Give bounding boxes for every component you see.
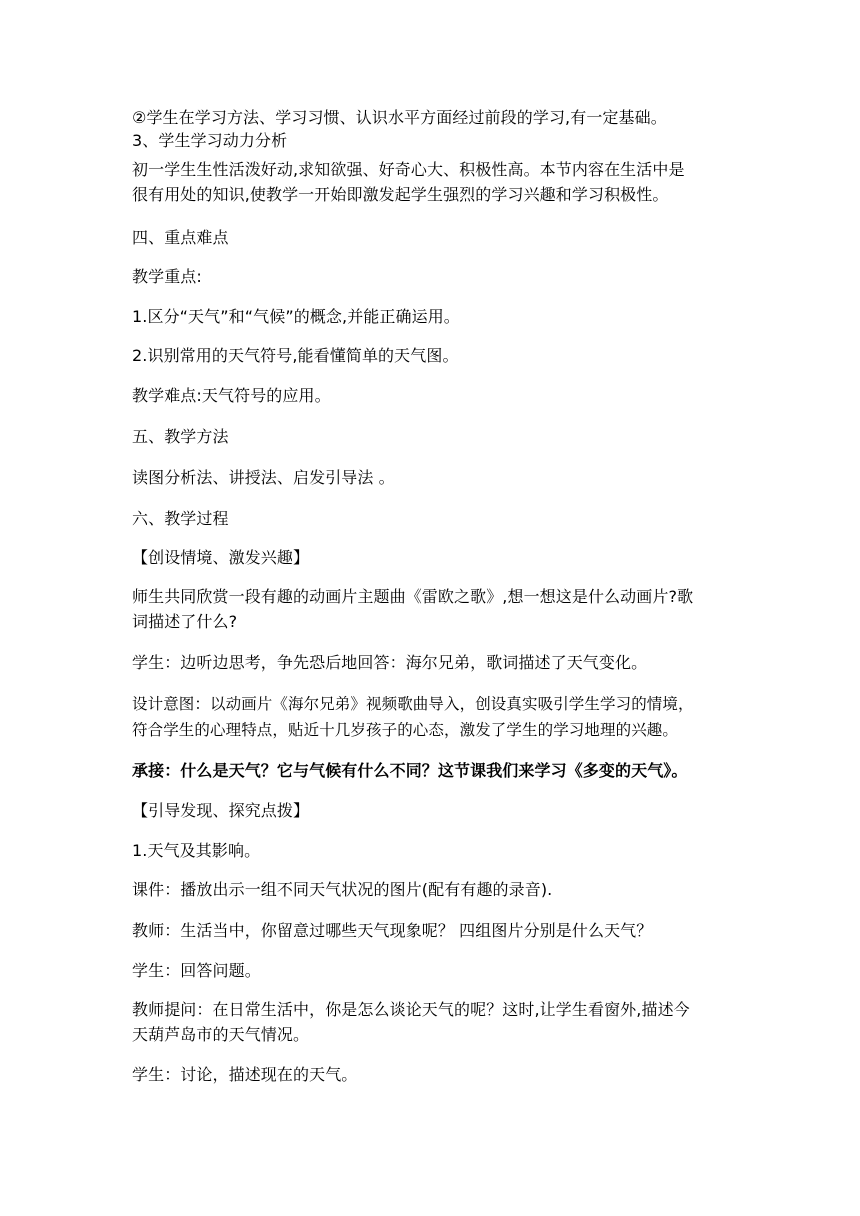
design-intent-line-1: 设计意图：以动画片《海尔兄弟》视频歌曲导入，创设真实吸引学生学习的情境， (132, 695, 694, 713)
teaching-difficulty: 教学难点:天气符号的应用。 (132, 386, 331, 405)
paragraph-song-line-1: 师生共同欣赏一段有趣的动画片主题曲《雷欧之歌》,想一想这是什么动画片?歌 (132, 587, 694, 606)
subheading-guided-discovery: 【引导发现、探究点拨】 (132, 801, 310, 820)
focus-item-1: 1.区分“天气”和“气候”的概念,并能正确运用。 (132, 307, 460, 326)
section-heading-methods: 五、教学方法 (132, 427, 229, 446)
subheading-create-scenario: 【创设情境、激发兴趣】 (132, 548, 310, 567)
section-heading-process: 六、教学过程 (132, 509, 229, 528)
transition-statement: 承接：什么是天气？它与气候有什么不同？这节课我们来学习《多变的天气》。 (132, 761, 688, 780)
paragraph-motivation-line-2: 很有用处的知识,使教学一开始即激发起学生强烈的学习兴趣和学习积极性。 (132, 185, 669, 204)
item-weather-impact: 1.天气及其影响。 (132, 841, 261, 860)
paragraph-student-foundation: ②学生在学习方法、学习习惯、认识水平方面经过前段的学习,有一定基础。 (132, 108, 667, 127)
label-teaching-focus: 教学重点: (132, 267, 202, 286)
section-heading-key-points: 四、重点难点 (132, 228, 229, 247)
paragraph-student-discuss: 学生：讨论，描述现在的天气。 (132, 1065, 358, 1084)
paragraph-song-line-2: 词描述了什么? (132, 612, 238, 631)
paragraph-teacher-ask-line-2: 天葫芦岛市的天气情况。 (132, 1025, 310, 1044)
focus-item-2: 2.识别常用的天气符号,能看懂简单的天气图。 (132, 346, 459, 365)
paragraph-teacher-ask-line-1: 教师提问：在日常生活中，你是怎么谈论天气的呢？这时,让学生看窗外,描述今 (132, 1000, 690, 1019)
paragraph-student-response: 学生：回答问题。 (132, 961, 261, 980)
design-intent-line-2: 符合学生的心理特点，贴近十几岁孩子的心态，激发了学生的学习地理的兴趣。 (132, 721, 679, 739)
heading-learning-motivation: 3、学生学习动力分析 (132, 131, 288, 150)
paragraph-student-answer: 学生：边听边思考，争先恐后地回答：海尔兄弟，歌词描述了天气变化。 (132, 653, 648, 672)
paragraph-motivation-line-1: 初一学生生性活泼好动,求知欲强、好奇心大、积极性高。本节内容在生活中是 (132, 160, 685, 179)
paragraph-teacher-question: 教师：生活当中，你留意过哪些天气现象呢？ 四组图片分别是什么天气？ (132, 921, 653, 940)
paragraph-courseware: 课件：播放出示一组不同天气状况的图片(配有有趣的录音). (132, 880, 553, 899)
methods-list: 读图分析法、讲授法、启发引导法 。 (132, 468, 395, 487)
